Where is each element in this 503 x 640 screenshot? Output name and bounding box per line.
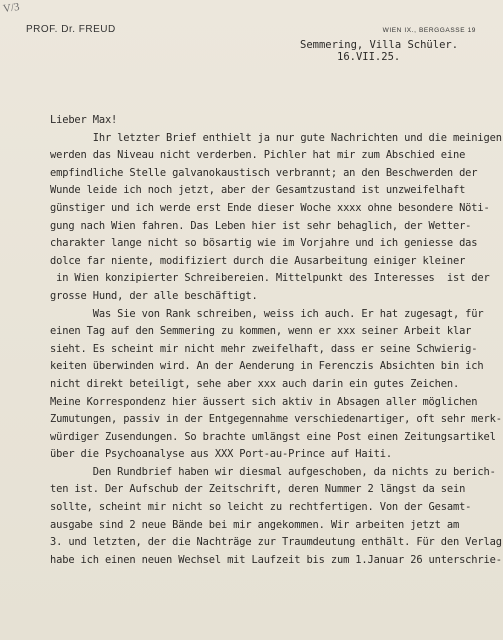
text-line: ausgabe sind 2 neue Bände bei mir angekommen. Wir arbeiten jetzt am — [50, 518, 460, 531]
text-line: werden das Niveau nicht verderben. Pichler hat mir zum Abschied eine — [50, 149, 466, 162]
text-line: würdiger Zusendungen. So brachte umlängst eine Post einen Zeitungsartikel — [50, 430, 496, 443]
text-line: sieht. Es scheint mir nicht mehr zweifelhaft, dass er seine Schwierig- — [50, 342, 478, 355]
text-line: empfindliche Stelle galvanokaustisch verbrannt; an den Beschwerden der — [50, 166, 478, 179]
salutation: Lieber Max! — [50, 114, 118, 126]
text-line: in Wien konzipierter Schreibereien. Mittelpunkt des Interesses ist der — [50, 272, 490, 285]
letter-body — [50, 112, 502, 569]
text-line: einen Tag auf den Semmering zu kommen, wenn er xxx seiner Arbeit klar — [50, 325, 472, 338]
text-line: über die Psychoanalyse aus XXX Port-au-Prince auf Haiti. — [50, 448, 392, 461]
text-line: 3. und letzten, der die Nachträge zur Traumdeutung enthält. Für den Verlag — [50, 536, 502, 549]
text-line: Ihr letzter Brief enthielt ja nur gute Nachrichten und die meinigen — [50, 131, 502, 144]
text-line: günstiger und ich werde erst Ende dieser Woche xxxx ohne besondere Nöti- — [50, 201, 490, 214]
letterhead-address: WIEN IX., BERGGASSE 19 — [382, 27, 476, 34]
text-line: Zumutungen, passiv in der Entgegennahme verschiedenartiger, oft sehr merk- — [50, 413, 502, 426]
text-line: Meine Korrespondenz hier äussert sich aktiv in Absagen aller möglichen — [50, 395, 478, 408]
text-line: Wunde leide ich noch jetzt, aber der Gesamtzustand ist unzweifelhaft — [50, 184, 466, 197]
place-line: Semmering, Villa Schüler. — [300, 39, 459, 51]
text-line: charakter lange nicht so bösartig wie im Vorjahre und ich geniesse das — [50, 237, 478, 250]
text-line: dolce far niente, modifiziert durch die Ausarbeitung einiger kleiner — [50, 254, 466, 267]
text-line: ten ist. Der Aufschub der Zeitschrift, deren Nummer 2 längst da sein — [50, 483, 466, 496]
text-line: nicht direkt beteiligt, sehe aber xxx auch darin ein gutes Zeichen. — [50, 377, 460, 390]
text-line: Den Rundbrief haben wir diesmal aufgeschoben, da nichts zu berich- — [50, 465, 496, 478]
text-line: Was Sie von Rank schreiben, weiss ich auch. Er hat zugesagt, für — [50, 307, 484, 320]
place-date-block — [300, 39, 458, 63]
archive-mark: V/3 — [2, 0, 21, 16]
letterhead-name: PROF. Dr. FREUD — [26, 24, 116, 35]
text-line: keiten überwinden wird. An der Aenderung in Ferenczis Absichten bin ich — [50, 360, 484, 373]
date-line: 16.VII.25. — [337, 51, 401, 63]
text-line: gung nach Wien fahren. Das Leben hier ist sehr behaglich, der Wetter- — [50, 219, 472, 232]
text-line: habe ich einen neuen Wechsel mit Laufzeit bis zum 1.Januar 26 unterschrie- — [50, 553, 502, 566]
text-line: sollte, scheint mir nicht so leicht zu rechtfertigen. Von der Gesamt- — [50, 501, 472, 514]
text-line: grosse Hund, der alle beschäftigt. — [50, 289, 258, 302]
